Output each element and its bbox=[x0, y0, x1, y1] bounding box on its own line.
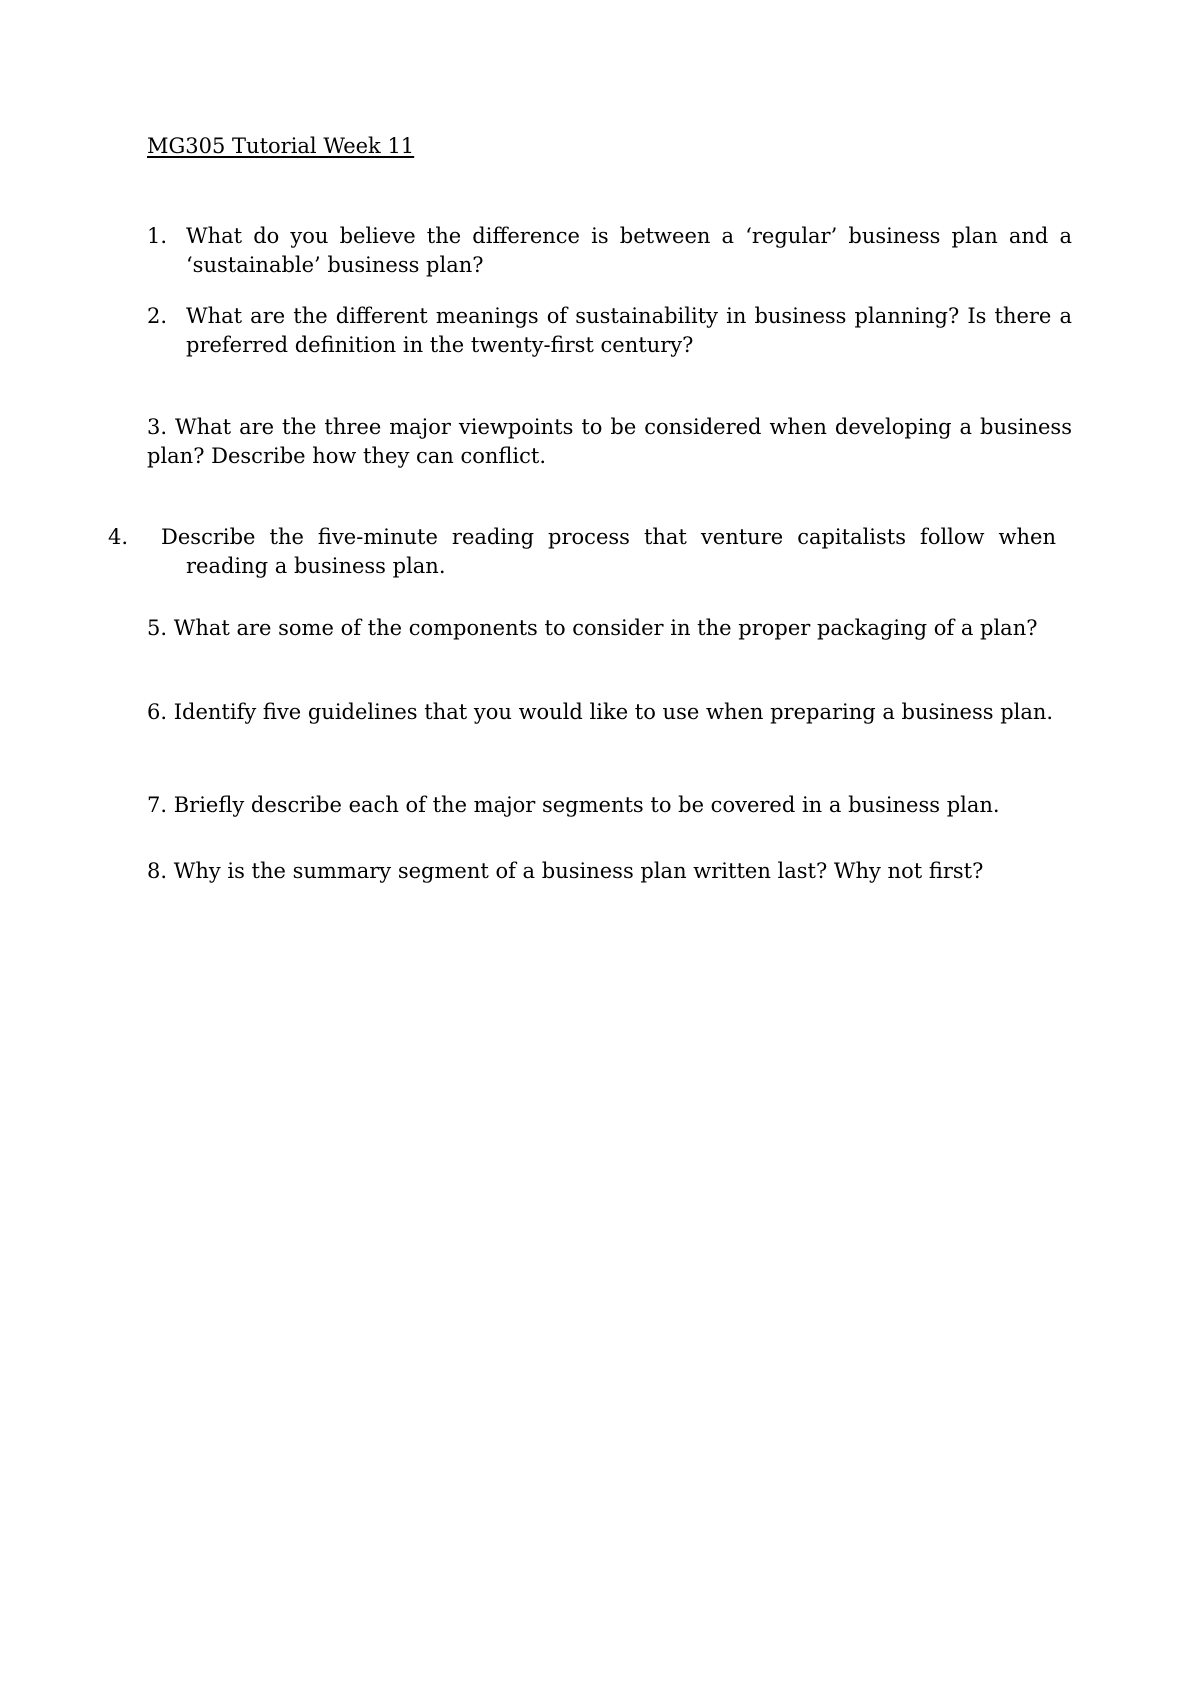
question-3 bbox=[147, 413, 1072, 471]
question-text: What are the three major viewpoints to be considered when developing a business plan? Describe how they can conflict. bbox=[147, 415, 1072, 468]
question-number: 7. bbox=[147, 793, 168, 817]
question-number: 2. bbox=[147, 304, 168, 328]
question-text: Briefly describe each of the major segments to be covered in a business plan. bbox=[173, 793, 1000, 817]
question-text: What are the different meanings of sustainability in business planning? Is there a preferred definition in the twenty-first century? bbox=[186, 304, 1072, 357]
page-title: MG305 Tutorial Week 11 bbox=[147, 134, 415, 158]
question-text: Identify five guidelines that you would like to use when preparing a business plan. bbox=[173, 700, 1054, 724]
question-number: 5. bbox=[147, 616, 168, 640]
question-number: 3. bbox=[147, 415, 168, 439]
question-1 bbox=[147, 222, 1072, 280]
question-number: 1. bbox=[147, 224, 168, 248]
question-text: What do you believe the difference is between a ‘regular’ business plan and a ‘sustainable’ business plan? bbox=[186, 224, 1072, 277]
question-number: 8. bbox=[147, 859, 168, 883]
question-number: 6. bbox=[147, 700, 168, 724]
question-4: 4. Describe the five-minute reading process that venture capitalists follow when reading a business plan. bbox=[108, 525, 1056, 578]
question-text: What are some of the components to consider in the proper packaging of a plan? bbox=[173, 616, 1038, 640]
question-8 bbox=[147, 857, 1072, 886]
question-2 bbox=[147, 302, 1072, 360]
question-text: Why is the summary segment of a business plan written last? Why not first? bbox=[173, 859, 984, 883]
question-6 bbox=[147, 698, 1072, 727]
question-7 bbox=[147, 791, 1072, 820]
question-5 bbox=[147, 614, 1072, 643]
question-text: Describe the five-minute reading process that venture capitalists follow when reading a business plan. bbox=[161, 525, 1056, 578]
